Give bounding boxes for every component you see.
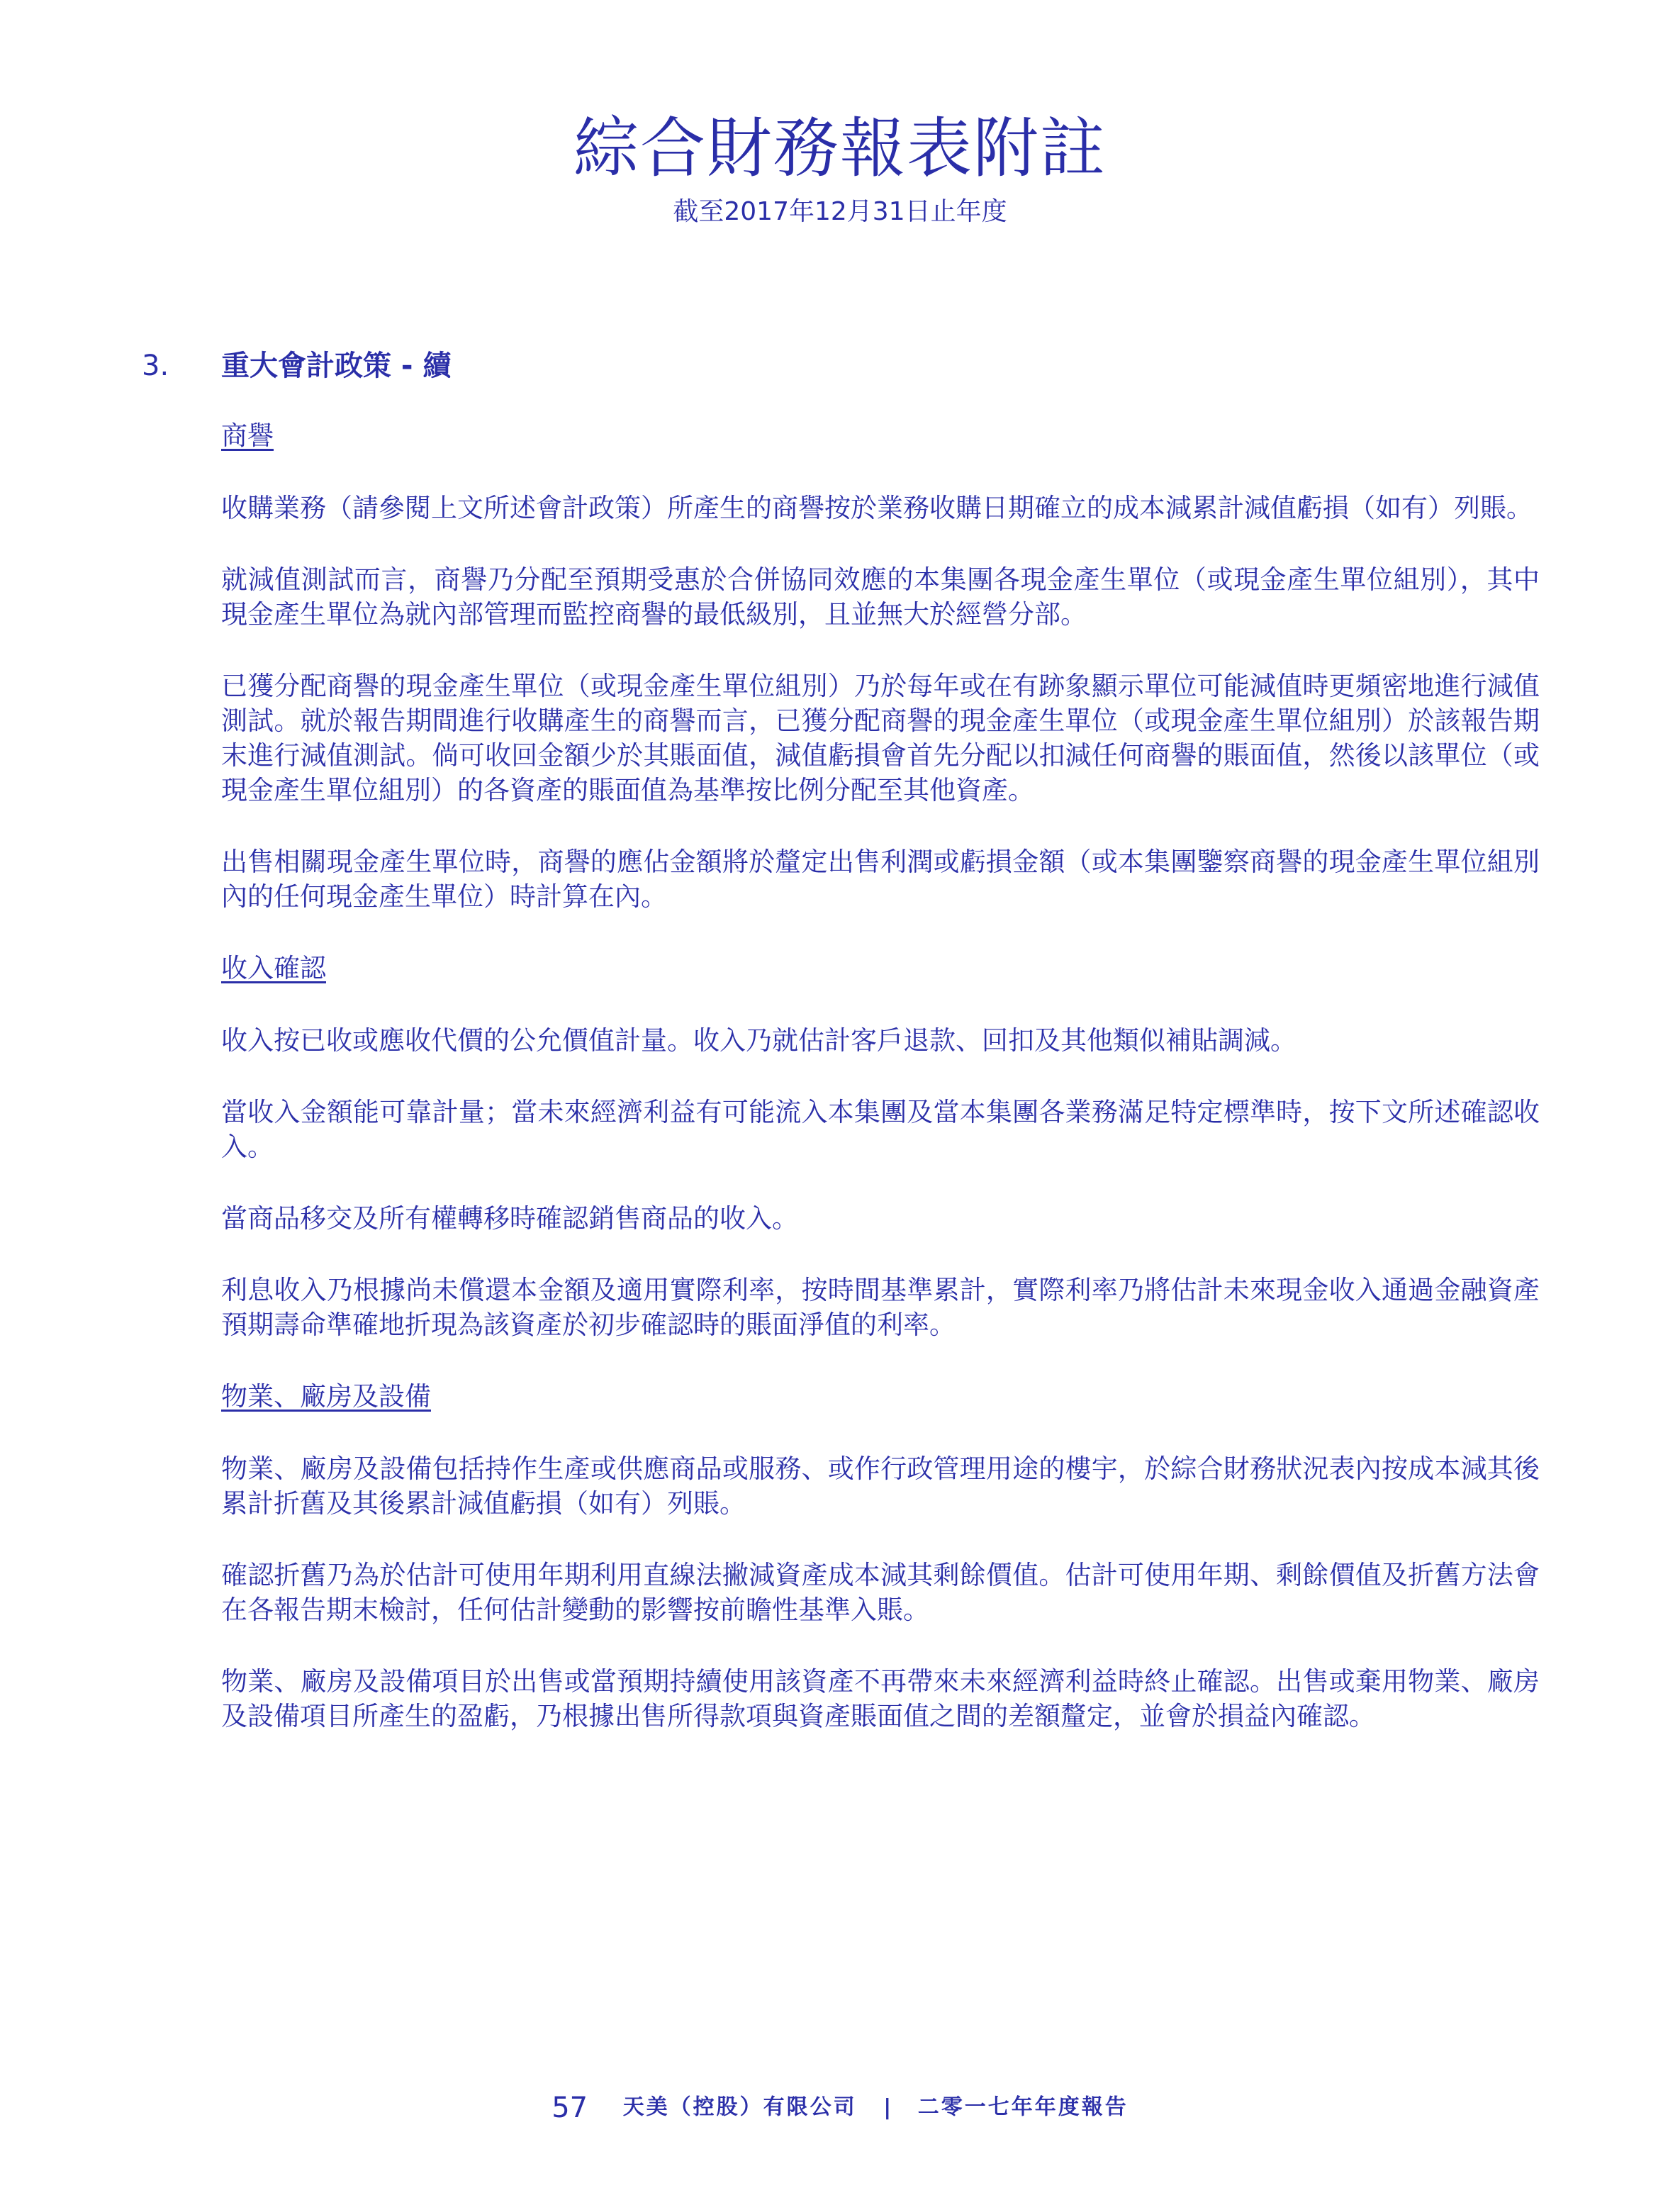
page-header: [0, 106, 1680, 230]
footer-report-title: 二零一七年年度報告: [917, 2094, 1129, 2120]
revenue-heading: 收入確認: [221, 953, 326, 983]
page-number: 57: [551, 2091, 588, 2124]
footer-separator: |: [883, 2094, 892, 2120]
ppe-block: [221, 1379, 1540, 1734]
section-number: 3.: [142, 350, 169, 382]
revenue-block: [221, 951, 1540, 1342]
revenue-paragraph: 利息收入乃根據尚未償還本金額及適用實際利率，按時間基準累計，實際利率乃將估計未來現金收入通過金融資產預期壽命準確地折現為該資產於初步確認時的賬面淨值的利率。: [221, 1275, 1540, 1340]
page-title: 綜合財務報表附註: [573, 111, 1107, 186]
revenue-paragraph: 當商品移交及所有權轉移時確認銷售商品的收入。: [221, 1203, 798, 1234]
section-content: [221, 418, 1540, 1770]
revenue-paragraph: 收入按已收或應收代價的公允價值計量。收入乃就估計客戶退款、回扣及其他類似補貼調減。: [221, 1025, 1297, 1056]
page-footer: [0, 2092, 1680, 2123]
ppe-heading: 物業、廠房及設備: [221, 1381, 431, 1412]
revenue-paragraph: 當收入金額能可靠計量；當未來經濟利益有可能流入本集團及當本集團各業務滿足特定標準時，按下文所述確認收入。: [221, 1097, 1540, 1162]
goodwill-paragraph: 已獲分配商譽的現金產生單位（或現金產生單位組別）乃於每年或在有跡象顯示單位可能減值時更頻密地進行減值測試。就於報告期間進行收購產生的商譽而言，已獲分配商譽的現金產生單位（或現金產生單位組別）於該報告期末進行減值測試。倘可收回金額少於其賬面值，減值虧損會首先分配以扣減任何商譽的賬面值，然後以該單位（或現金產生單位組別）的各資產的賬面值為基準按比例分配至其他資產。: [221, 671, 1540, 805]
section-heading: [142, 346, 451, 386]
section-title: 重大會計政策 - 續: [221, 350, 452, 382]
goodwill-paragraph: 出售相關現金產生單位時，商譽的應佔金額將於釐定出售利潤或虧損金額（或本集團鑒察商譽的現金產生單位組別內的任何現金產生單位）時計算在內。: [221, 847, 1540, 912]
footer-company: 天美（控股）有限公司: [622, 2094, 857, 2120]
ppe-paragraph: 物業、廠房及設備包括持作生產或供應商品或服務、或作行政管理用途的樓宇，於綜合財務狀況表內按成本減其後累計折舊及其後累計減值虧損（如有）列賬。: [221, 1453, 1540, 1519]
ppe-paragraph: 物業、廠房及設備項目於出售或當預期持續使用該資產不再帶來未來經濟利益時終止確認。出售或棄用物業、廠房及設備項目所產生的盈虧，乃根據出售所得款項與資產賬面值之間的差額釐定，並會於損益內確認。: [221, 1666, 1540, 1731]
page-subtitle: 截至2017年12月31日止年度: [673, 197, 1007, 226]
goodwill-heading: 商譽: [221, 420, 274, 451]
ppe-paragraph: 確認折舊乃為於估計可使用年期利用直線法撇減資產成本減其剩餘價值。估計可使用年期、剩餘價值及折舊方法會在各報告期末檢討，任何估計變動的影響按前瞻性基準入賬。: [221, 1560, 1540, 1625]
goodwill-paragraph: 收購業務（請參閱上文所述會計政策）所產生的商譽按於業務收購日期確立的成本減累計減值虧損（如有）列賬。: [221, 493, 1533, 523]
goodwill-paragraph: 就減值測試而言，商譽乃分配至預期受惠於合併協同效應的本集團各現金產生單位（或現金產生單位組別），其中現金產生單位為就內部管理而監控商譽的最低級別，且並無大於經營分部。: [221, 564, 1540, 630]
goodwill-block: [221, 418, 1540, 914]
